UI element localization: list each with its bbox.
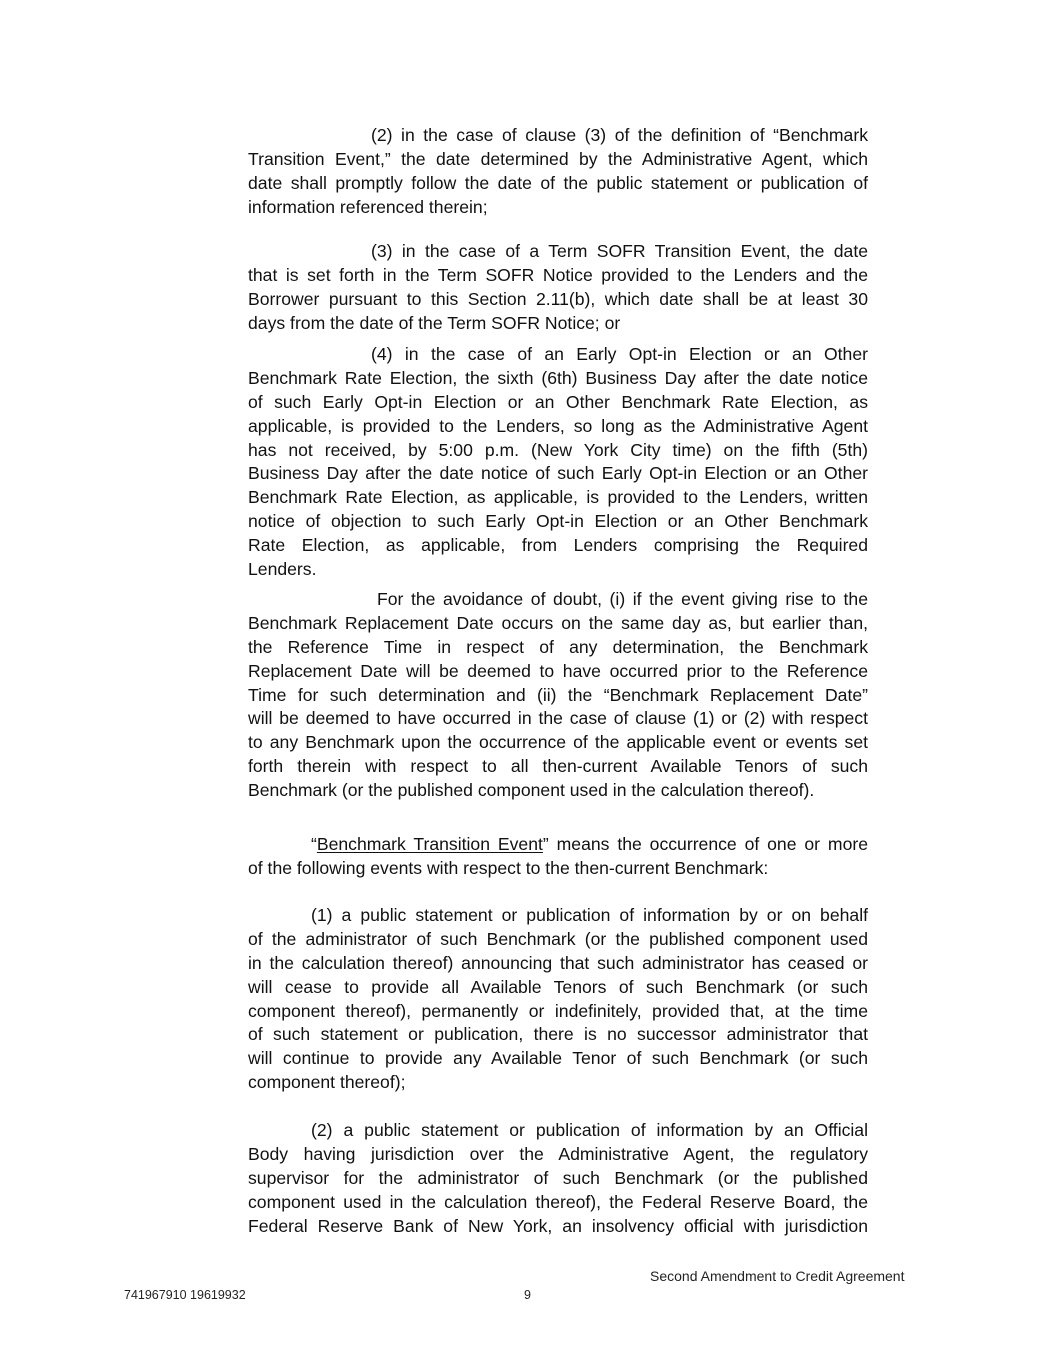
text-line: Benchmark Rate Election, the sixth (6th) Business Day after the date notice [248,367,868,388]
text-line [248,833,868,857]
paragraph-clause-3 [248,240,868,336]
text-line: supervisor for the administrator of such Benchmark (or the published [248,1167,868,1188]
text-line: Benchmark (or the published component used in the calculation thereof). [248,780,815,801]
paragraph-event-2 [248,1119,868,1238]
footer-page-number: 9 [524,1288,531,1302]
text-line: Body having jurisdiction over the Administrative Agent, the regulatory [248,1143,868,1164]
text-line: Federal Reserve Bank of New York, an insolvency official with jurisdiction [248,1215,868,1236]
defined-term: Benchmark Transition Event [316,834,543,854]
text-line: will be deemed to have occurred in the case of clause (1) or (2) with respect [248,708,868,729]
text-line: (3) in the case of a Term SOFR Transition Event, the date [371,241,868,261]
paragraph-event-1 [248,904,868,1095]
text-line: Benchmark Rate Election, as applicable, is provided to the Lenders, written [248,487,868,508]
text-line: Time for such determination and (ii) the “Benchmark Replacement Date” [248,684,868,705]
text-line: the Reference Time in respect of any determination, the Benchmark [248,636,868,657]
text-line: information referenced therein; [248,196,488,217]
text-line: of such statement or publication, there is no successor administrator that [248,1024,868,1045]
text-line: days from the date of the Term SOFR Notice; or [248,312,621,333]
paragraph-avoidance-of-doubt [248,588,868,803]
text-line: Lenders. [248,559,317,580]
text-line: forth therein with respect to all then-current Available Tenors of such [248,756,868,777]
paragraph-clause-4 [248,343,868,582]
text-line: (4) in the case of an Early Opt-in Election or an Other [371,344,868,364]
text-line: component used in the calculation thereof), the Federal Reserve Board, the [248,1191,868,1212]
text-line: applicable, is provided to the Lenders, so long as the Administrative Agent [248,415,868,436]
text-line: has not received, by 5:00 p.m. (New York City time) on the fifth (5th) [248,439,868,460]
paragraph-benchmark-transition-event [248,833,868,881]
footer-document-id: 741967910 19619932 [124,1288,246,1302]
text-line: Transition Event,” the date determined by the Administrative Agent, which [248,148,868,169]
text-line: in the calculation thereof) announcing that such administrator has ceased or [248,952,868,973]
open-quote: “ [311,834,317,854]
text-line: date shall promptly follow the date of the public statement or publication of [248,172,868,193]
text-line: to any Benchmark upon the occurrence of the applicable event or events set [248,732,868,753]
text-line: (2) a public statement or publication of information by an Official [311,1120,868,1140]
text-line: will cease to provide all Available Tenors of such Benchmark (or such [248,976,868,997]
text-line: For the avoidance of doubt, (i) if the event giving rise to the [377,589,868,609]
text-line: that is set forth in the Term SOFR Notice provided to the Lenders and the [248,264,868,285]
paragraph-clause-2 [248,124,868,220]
text-line: component thereof), permanently or indefinitely, provided that, at the time [248,1000,868,1021]
text-line: of such Early Opt-in Election or an Other Benchmark Rate Election, as [248,391,868,412]
text-line: of the administrator of such Benchmark (or the published component used [248,928,868,949]
text-line: Replacement Date will be deemed to have occurred prior to the Reference [248,660,868,681]
text-line: (1) a public statement or publication of information by or on behalf [311,905,868,925]
definition-lead: ” means the occurrence of one or more [542,834,868,854]
footer-document-title: Second Amendment to Credit Agreement [650,1268,905,1284]
text-line: (2) in the case of clause (3) of the definition of “Benchmark [371,125,868,145]
text-line: will continue to provide any Available Tenor of such Benchmark (or such [248,1048,868,1069]
text-line: Business Day after the date notice of such Early Opt-in Election or an Other [248,463,868,484]
text-line: notice of objection to such Early Opt-in Election or an Other Benchmark [248,511,868,532]
text-line: Borrower pursuant to this Section 2.11(b), which date shall be at least 30 [248,288,868,309]
text-line: of the following events with respect to the then-current Benchmark: [248,857,769,878]
text-line: Rate Election, as applicable, from Lenders comprising the Required [248,535,868,556]
text-line: component thereof); [248,1072,406,1093]
text-line: Benchmark Replacement Date occurs on the same day as, but earlier than, [248,612,868,633]
